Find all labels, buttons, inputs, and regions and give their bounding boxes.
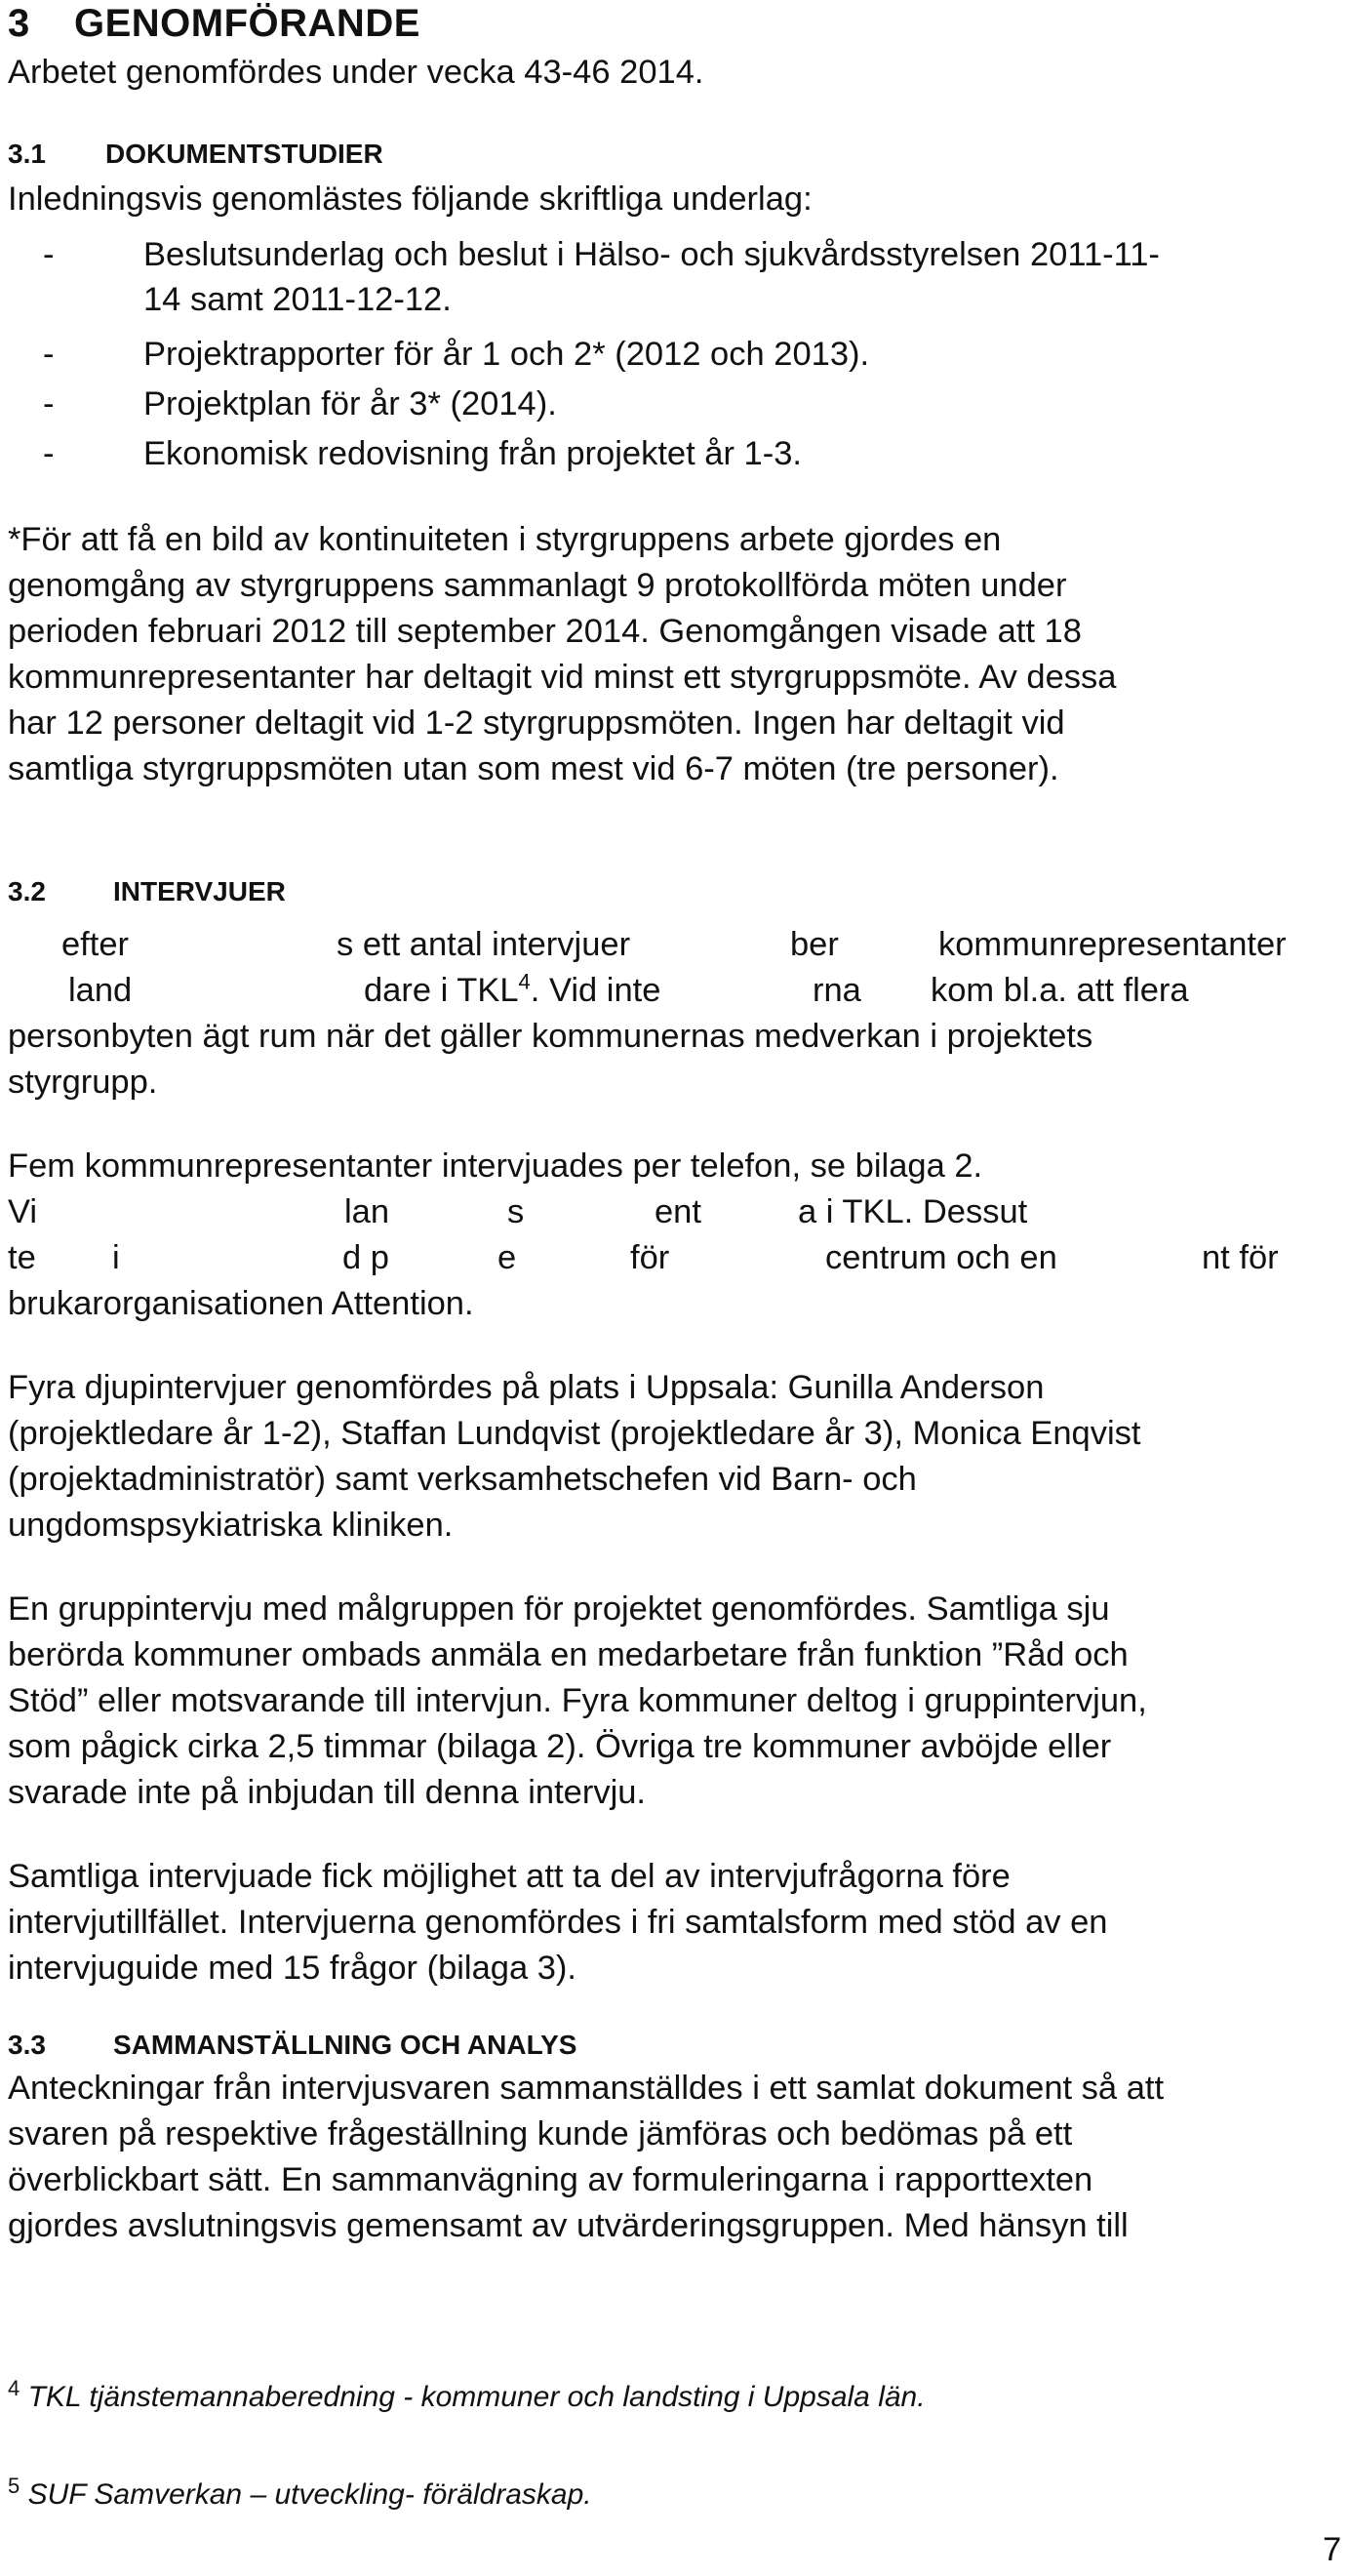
list-item-text: Beslutsunderlag och beslut i Hälso- och sjukvårdsstyrelsen 2011-11-	[143, 236, 1160, 273]
footnote-mark: 5	[8, 2474, 20, 2498]
bullet-dash: -	[43, 385, 55, 423]
text-fragment: centrum och en	[825, 1239, 1057, 1276]
text-fragment: kom bl.a. att flera	[931, 972, 1189, 1009]
paragraph-line: *För att få en bild av kontinuiteten i styrgruppens arbete gjordes en	[8, 521, 1002, 558]
text-fragment	[364, 968, 660, 1014]
text-fragment: s ett antal intervjuer	[337, 926, 631, 963]
subsection-heading-3-3	[8, 2030, 576, 2061]
text-fragment: te	[8, 1239, 36, 1276]
paragraph-line: Fem kommunrepresentanter intervjuades per telefon, se bilaga 2.	[8, 1147, 983, 1185]
text-fragment: i	[112, 1239, 120, 1276]
paragraph-line: överblickbart sätt. En sammanvägning av formuleringarna i rapporttexten	[8, 2161, 1093, 2198]
footnote-mark: 4	[8, 2376, 20, 2400]
paragraph-line: som pågick cirka 2,5 timmar (bilaga 2). Övriga tre kommuner avböjde eller	[8, 1728, 1112, 1765]
paragraph-line: personbyten ägt rum när det gäller kommunernas medverkan i projektets	[8, 1018, 1093, 1055]
footnote-text: SUF Samverkan – utveckling- föräldraskap.	[20, 2478, 592, 2511]
list-item-text: Projektplan för år 3* (2014).	[143, 385, 557, 423]
subsection-heading-3-1	[8, 139, 383, 170]
list-item	[43, 382, 1311, 427]
subsection-number: 3.1	[8, 139, 46, 169]
footnote-text: TKL tjänstemannaberedning - kommuner och landsting i Uppsala län.	[20, 2381, 926, 2413]
text-fragment: s	[507, 1193, 525, 1230]
paragraph-line: Stöd” eller motsvarande till intervjun. Fyra kommuner deltog i gruppintervjun,	[8, 1682, 1147, 1719]
subsection-heading-3-2	[8, 876, 286, 907]
paragraph-line: kommunrepresentanter har deltagit vid minst ett styrgruppsmöte. Av dessa	[8, 659, 1117, 696]
section-heading	[8, 2, 420, 46]
text-fragment: Vi	[8, 1193, 38, 1230]
paragraph-line: svaren på respektive frågeställning kunde jämföras och bedömas på ett	[8, 2115, 1073, 2153]
text-fragment: nt för	[1202, 1239, 1279, 1276]
paragraph-line: gjordes avslutningsvis gemensamt av utvärderingsgruppen. Med hänsyn till	[8, 2207, 1129, 2244]
paragraph-line: berörda kommuner ombads anmäla en medarbetare från funktion ”Råd och	[8, 1636, 1129, 1673]
footnote-ref: 4	[518, 969, 531, 994]
text-fragment: ber	[790, 926, 839, 963]
list-item-text: Ekonomisk redovisning från projektet år 1-3.	[143, 435, 802, 472]
paragraph-line: perioden februari 2012 till september 2014. Genomgången visade att 18	[8, 613, 1082, 650]
paragraph-line: En gruppintervju med målgruppen för projektet genomfördes. Samtliga sju	[8, 1590, 1110, 1628]
list-item	[43, 232, 1311, 278]
list-item	[43, 332, 1311, 378]
paragraph-line: ungdomspsykiatriska kliniken.	[8, 1507, 454, 1544]
paragraph-line: intervjutillfället. Intervjuerna genomfördes i fri samtalsform med stöd av en	[8, 1904, 1108, 1941]
bullet-dash: -	[43, 236, 55, 273]
text-fragment: e	[497, 1239, 517, 1276]
text-fragment: a i TKL. Dessut	[798, 1193, 1028, 1230]
subsection-title: DOKUMENTSTUDIER	[105, 139, 383, 169]
paragraph-line: styrgrupp.	[8, 1064, 158, 1101]
subsection-title: INTERVJUER	[113, 876, 286, 906]
text-fragment: ent	[655, 1193, 701, 1230]
paragraph-line: genomgång av styrgruppens sammanlagt 9 protokollförda möten under	[8, 567, 1067, 604]
paragraph-line: Anteckningar från intervjusvaren sammanställdes i ett samlat dokument så att	[8, 2070, 1165, 2107]
text-fragment: lan	[344, 1193, 390, 1230]
text-fragment-part: . Vid inte	[530, 972, 661, 1009]
text-fragment: d p	[342, 1239, 389, 1276]
text-fragment: för	[630, 1239, 670, 1276]
section-number: 3	[8, 2, 30, 45]
subsection-number: 3.2	[8, 876, 46, 906]
bullet-dash: -	[43, 435, 55, 472]
list-item-continuation: 14 samt 2011-12-12.	[143, 281, 452, 318]
text-fragment: efter	[61, 926, 130, 963]
footnote	[8, 2376, 926, 2414]
paragraph-line: samtliga styrgruppsmöten utan som mest vid 6-7 möten (tre personer).	[8, 750, 1059, 787]
paragraph-line: brukarorganisationen Attention.	[8, 1285, 474, 1322]
paragraph-line: Fyra djupintervjuer genomfördes på plats i Uppsala: Gunilla Anderson	[8, 1369, 1045, 1406]
text-fragment: kommunrepresentanter	[938, 926, 1287, 963]
section-intro: Arbetet genomfördes under vecka 43-46 2014.	[8, 54, 704, 91]
text-fragment-part: dare i TKL	[364, 972, 519, 1009]
paragraph-line: svarade inte på inbjudan till denna intervju.	[8, 1774, 647, 1811]
section-title: GENOMFÖRANDE	[74, 2, 420, 45]
paragraph-lead: Inledningsvis genomlästes följande skriftliga underlag:	[8, 181, 813, 218]
paragraph-line: Samtliga intervjuade fick möjlighet att ta del av intervjufrågorna före	[8, 1858, 1011, 1895]
subsection-number: 3.3	[8, 2030, 46, 2060]
paragraph-line: (projektadministratör) samt verksamhetschefen vid Barn- och	[8, 1461, 917, 1498]
page-number: 7	[1323, 2531, 1342, 2568]
footnote	[8, 2474, 592, 2512]
paragraph-line: intervjuguide med 15 frågor (bilaga 3).	[8, 1950, 576, 1987]
subsection-title: SAMMANSTÄLLNING OCH ANALYS	[113, 2030, 577, 2060]
text-fragment: rna	[813, 972, 861, 1009]
list-item-text: Projektrapporter för år 1 och 2* (2012 och 2013).	[143, 336, 870, 373]
paragraph-line: (projektledare år 1-2), Staffan Lundqvist (projektledare år 3), Monica Enqvist	[8, 1415, 1141, 1452]
list-item	[43, 431, 1311, 477]
bullet-dash: -	[43, 336, 55, 373]
text-fragment: land	[68, 972, 133, 1009]
paragraph-line: har 12 personer deltagit vid 1-2 styrgruppsmöten. Ingen har deltagit vid	[8, 704, 1065, 742]
